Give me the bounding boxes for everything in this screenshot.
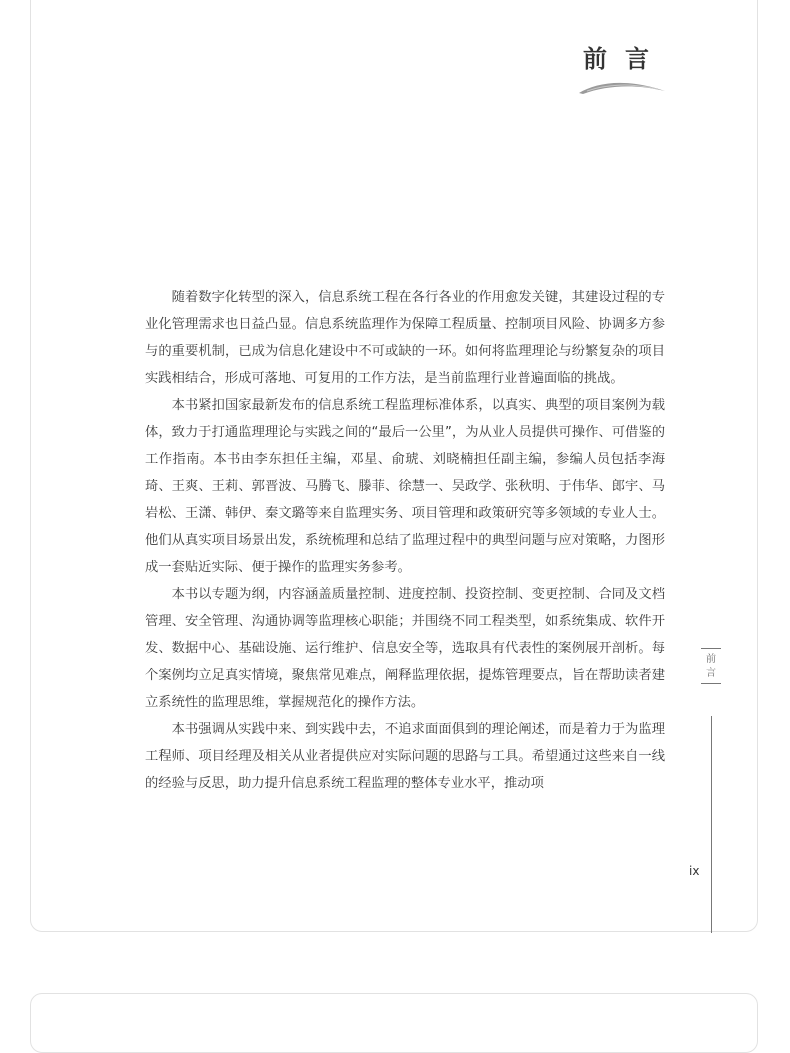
side-rule-divider: [711, 716, 712, 933]
paragraph: 本书以专题为纲，内容涵盖质量控制、进度控制、投资控制、变更控制、合同及文档管理、安全管理、沟通协调等监理核心职能；并围绕不同工程类型，如系统集成、软件开发、数据中心、基础设施、运行维护、信息安全等，选取具有代表性的案例展开剖析。每个案例均立足真实情境，聚焦常见难点，阐释监理依据，提炼管理要点，旨在帮助读者建立系统性的监理思维，掌握规范化的操作方法。: [145, 587, 665, 710]
side-label-char: 言: [706, 668, 716, 679]
page-number: ix: [689, 864, 700, 878]
side-chapter-label: [701, 648, 721, 684]
page-title: 前言: [583, 44, 667, 73]
paragraph: 本书紧扣国家最新发布的信息系统工程监理标准体系，以真实、典型的项目案例为载体，致力于打通监理理论与实践之间的“最后一公里”，为从业人员提供可操作、可借鉴的工作指南。本书由李东担任主编，邓星、俞琥、刘晓楠担任副主编，参编人员包括李海琦、王爽、王莉、郭晋波、马腾飞、滕菲、徐慧一、吴政学、张秋明、于伟华、郎宇、马岩松、王潇、韩伊、秦文璐等来自监理实务、项目管理和政策研究等多领域的专业人士。他们从真实项目场景出发，系统梳理和总结了监理过程中的典型问题与应对策略，力图形成一套贴近实际、便于操作的监理实务参考。: [145, 398, 665, 575]
brush-stroke-decoration: [577, 78, 667, 96]
side-label-char: 前: [706, 654, 716, 665]
paragraph: 随着数字化转型的深入，信息系统工程在各行各业的作用愈发关键，其建设过程的专业化管理需求也日益凸显。信息系统监理作为保障工程质量、控制项目风险、协调多方参与的重要机制，已成为信息化建设中不可或缺的一环。如何将监理理论与纷繁复杂的项目实践相结合，形成可落地、可复用的工作方法，是当前监理行业普遍面临的挑战。: [145, 290, 665, 386]
preface-body: [145, 284, 665, 797]
paragraph: 本书强调从实践中来、到实践中去，不追求面面俱到的理论阐述，而是着力于为监理工程师、项目经理及相关从业者提供应对实际问题的思路与工具。希望通过这些来自一线的经验与反思，助力提升信息系统工程监理的整体专业水平，推动项: [145, 722, 665, 791]
next-page-edge: [30, 993, 758, 1053]
